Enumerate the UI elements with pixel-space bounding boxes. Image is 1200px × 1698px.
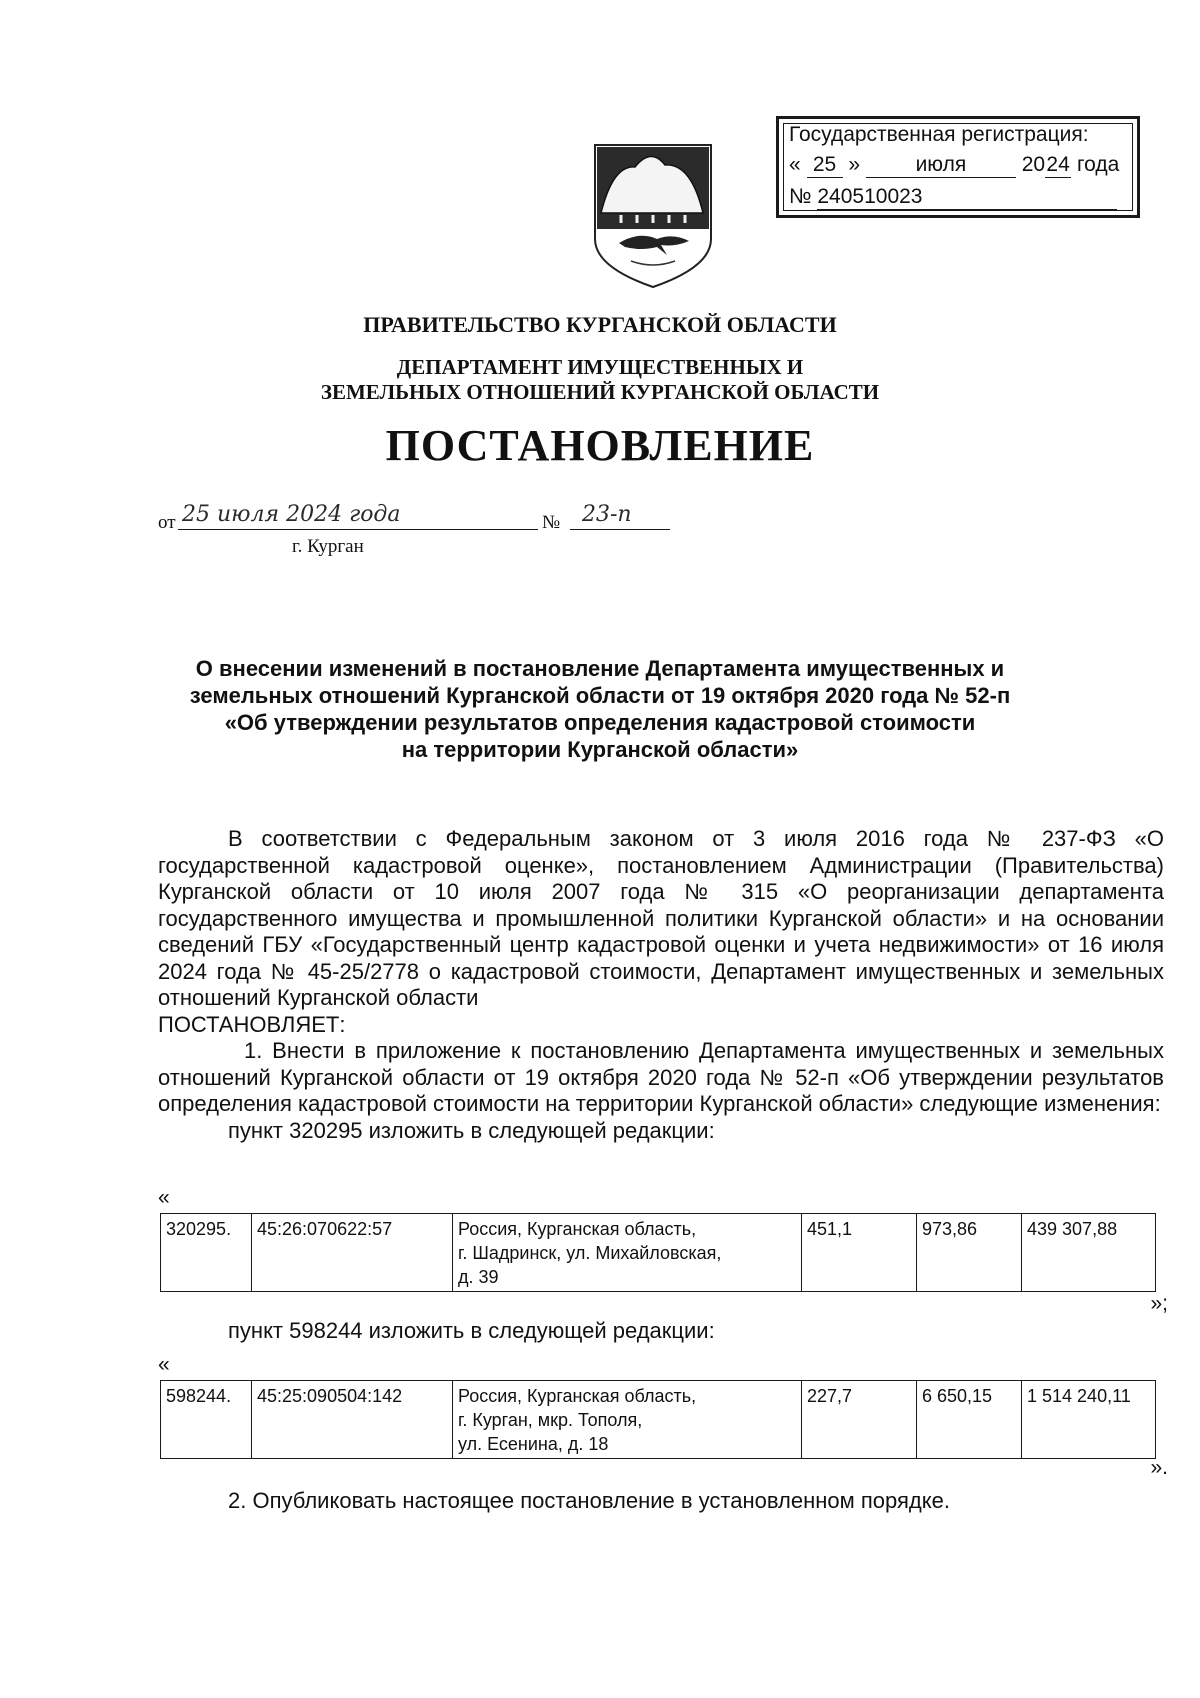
registration-day: 25 [807, 153, 843, 178]
registration-date [789, 153, 1119, 178]
total-value-cell: 439 307,88 [1022, 1214, 1156, 1292]
close-quote: »; [1150, 1292, 1168, 1315]
coat-of-arms-icon [591, 143, 715, 294]
preamble-paragraph: В соответствии с Федеральным законом от 3 июля 2016 года № 237-ФЗ «О государственной кадастровой оценке», постановлением Администрации (Правительства) Курганской области от 10 июля 2007 года № 315 «О реорганизации департамента государственного имущества и промышленной политики Курганской области» и на основании сведений ГБУ «Государственный центр кадастровой оценки и учета недвижимости» от 16 июля 2024 года № 45-25/2778 о кадастровой стоимости, Департамент имущественных и земельных отношений Курганской области [158, 826, 1164, 1010]
area-cell: 227,7 [802, 1381, 917, 1459]
address-line: г. Шадринск, ул. Михайловская, [458, 1243, 722, 1263]
table-row [161, 1381, 1156, 1459]
registration-day-open-quote: « [789, 153, 801, 176]
registration-number-row [789, 185, 1117, 210]
area-cell: 451,1 [802, 1214, 917, 1292]
total-value-cell: 1 514 240,11 [1022, 1381, 1156, 1459]
registration-month: июля [866, 153, 1016, 178]
date-label: от [158, 512, 176, 533]
registration-year-prefix: 20 [1021, 153, 1046, 176]
document-type-title: ПОСТАНОВЛЕНИЕ [385, 421, 815, 470]
cadastral-table-320295 [160, 1213, 1156, 1292]
unit-value-cell: 6 650,15 [917, 1381, 1022, 1459]
title-line: «Об утверждении результатов определения кадастровой стоимости [224, 710, 976, 735]
cadastral-number-cell: 45:25:090504:142 [252, 1381, 453, 1459]
number-label: № [542, 512, 561, 533]
handwritten-number: 23-п [570, 502, 670, 530]
title-line: земельных отношений Курганской области от 19 октября 2020 года № 52-п [189, 683, 1011, 708]
handwritten-date: 25 июля 2024 года [178, 502, 538, 530]
point-598244-intro: пункт 598244 изложить в следующей редакции: [228, 1318, 715, 1343]
registration-title: Государственная регистрация: [789, 123, 1089, 146]
city-name: г. Курган [292, 536, 364, 557]
registration-number: 240510023 [817, 185, 1117, 210]
open-quote: « [158, 1353, 170, 1376]
government-name: ПРАВИТЕЛЬСТВО КУРГАНСКОЙ ОБЛАСТИ [363, 312, 837, 337]
item-1-paragraph: 1. Внести в приложение к постановлению Департамента имущественных и земельных отношений Курганской области от 19 октября 2020 года № 52-п «Об утверждении результатов определения кадастровой стоимости на территории Курганской области» следующие изменения: [158, 1038, 1164, 1116]
department-name-line2: ЗЕМЕЛЬНЫХ ОТНОШЕНИЙ КУРГАНСКОЙ ОБЛАСТИ [320, 380, 880, 404]
address-cell [453, 1214, 802, 1292]
address-line: д. 39 [458, 1267, 499, 1287]
registration-day-close-quote: » [848, 153, 861, 176]
decree-word: ПОСТАНОВЛЯЕТ: [158, 1011, 346, 1037]
address-cell [453, 1381, 802, 1459]
registration-stamp [776, 116, 1140, 218]
registration-number-label: № [789, 185, 812, 208]
row-number-cell: 320295. [161, 1214, 252, 1292]
unit-value-cell: 973,86 [917, 1214, 1022, 1292]
open-quote: « [158, 1186, 170, 1209]
document-subject-title [160, 655, 1040, 763]
item-2-paragraph: 2. Опубликовать настоящее постановление в установленном порядке. [228, 1488, 950, 1513]
cadastral-table-598244 [160, 1380, 1156, 1459]
department-name-line1: ДЕПАРТАМЕНТ ИМУЩЕСТВЕННЫХ И [396, 355, 804, 379]
registration-year-suffix: 24 [1046, 153, 1070, 176]
table-row [161, 1214, 1156, 1292]
registration-year-word: года [1076, 153, 1120, 176]
close-quote: ». [1150, 1456, 1168, 1479]
row-number-cell: 598244. [161, 1381, 252, 1459]
address-line: ул. Есенина, д. 18 [458, 1434, 609, 1454]
cadastral-number-cell: 45:26:070622:57 [252, 1214, 453, 1292]
title-line: О внесении изменений в постановление Департамента имущественных и [195, 656, 1005, 681]
title-line: на территории Курганской области» [401, 737, 799, 762]
address-line: г. Курган, мкр. Тополя, [458, 1410, 643, 1430]
document-body [158, 826, 1164, 1144]
address-line: Россия, Курганская область, [458, 1219, 697, 1239]
address-line: Россия, Курганская область, [458, 1386, 697, 1406]
point-320295-intro: пункт 320295 изложить в следующей редакции: [228, 1117, 715, 1143]
